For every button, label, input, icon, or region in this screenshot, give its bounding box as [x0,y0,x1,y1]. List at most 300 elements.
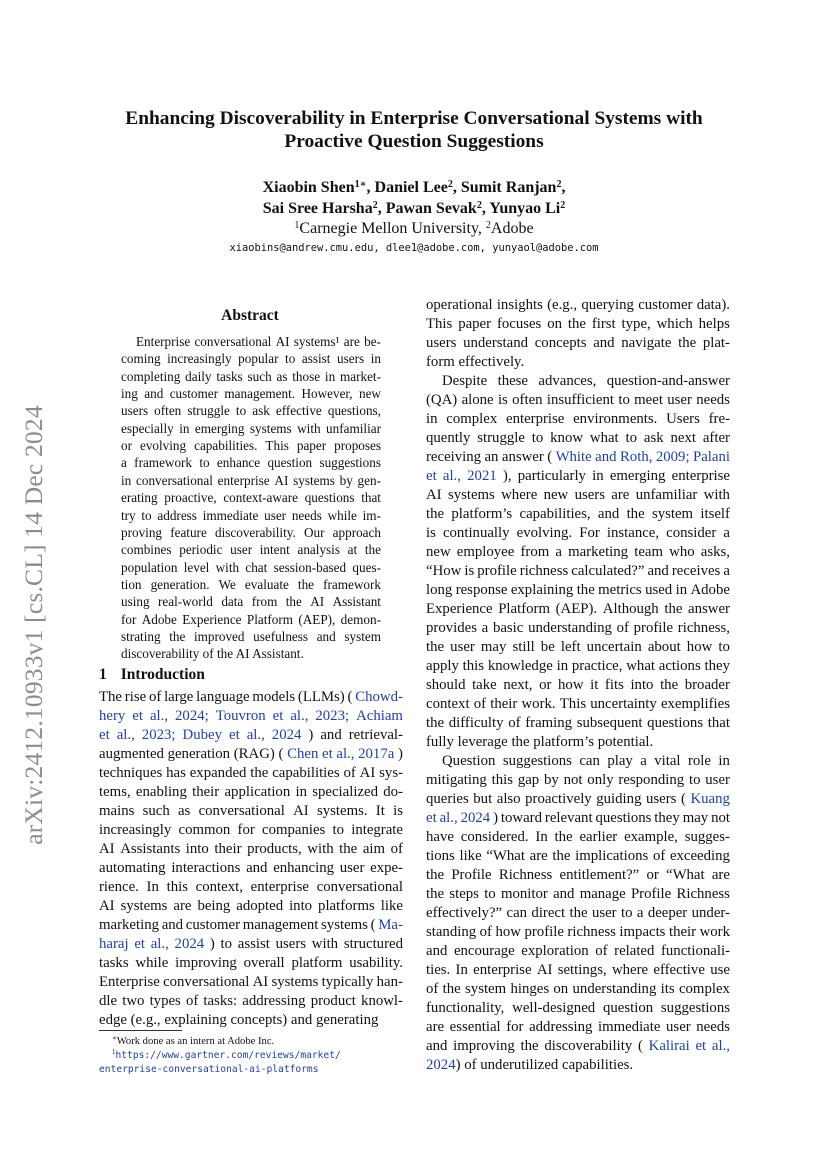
word: uncertainty [590,696,657,712]
abstract-line [121,489,381,507]
word: suggestions [502,753,572,769]
word: Assistants [120,841,181,857]
footnote-link[interactable]: https://www.gartner.com/reviews/market/ [115,1050,341,1061]
citation-link[interactable]: Kuang [690,791,730,807]
word: the [569,905,588,921]
word: their [192,784,220,800]
word: of [595,943,608,959]
word: the [442,981,461,997]
word: systems [120,898,168,914]
word: Despite [442,373,488,389]
word: proposes [334,438,381,454]
word: This [559,696,587,712]
word: left [560,639,581,655]
word: sugges- [684,829,730,845]
word: fits [604,677,624,693]
citation-link[interactable]: 2024 [426,1057,456,1073]
word: discoverability. [214,524,296,540]
footnote-gartner-url-continued[interactable] [99,1063,319,1077]
word: to [235,403,247,419]
word: Question [442,753,496,769]
text-line [426,809,730,828]
word: Profile [451,867,492,883]
word: capabilities. [194,438,258,454]
word: context-aware [223,490,299,506]
word: uncertain [586,639,642,655]
arxiv-identifier: arXiv:2412.10933v1 [cs.CL] 14 Dec 2024 [19,405,49,845]
author-block [100,178,728,240]
word: We [218,576,236,592]
word: ) [308,727,314,743]
word: Enterprise [136,334,191,349]
word: on [547,316,562,332]
citation-link[interactable]: and [595,449,617,465]
word: exceeding [669,848,730,864]
word: enhancing [273,860,334,876]
word: helps [698,316,730,332]
word: Profile [630,886,672,902]
word: is [464,563,475,579]
citation-link[interactable]: White [555,449,592,465]
word: combines [121,542,172,558]
word: is [497,392,508,408]
word: understand [463,335,529,351]
word: management. [224,386,296,402]
word: periodic [179,542,223,558]
citation-link[interactable]: et [229,727,240,743]
citation-link[interactable]: 2023; [315,708,350,724]
text-line [426,296,730,315]
word: emerging [609,468,666,484]
word: may [682,810,709,826]
word: enabling [135,784,187,800]
word: a [555,544,562,560]
word: system [465,981,507,997]
author-affiliation-mark: 2 [476,199,482,211]
word: the [426,639,445,655]
author-line-2: Sai Sree Harsha$^2$, Pawan Sevak$^2$, Yunyao Li$^2$ [262,199,566,217]
citation-link[interactable]: hery [99,708,126,724]
word: apply [426,658,459,674]
word: of [479,924,492,940]
word: play [607,753,633,769]
word: types [149,993,181,1009]
word: they [654,810,680,826]
word: level [183,559,210,575]
text-line [426,714,730,733]
abstract-line [121,559,381,577]
citation-link[interactable]: Roth, [619,449,653,465]
citation-link[interactable]: 2024; [175,708,209,724]
author-affiliation-mark: 2 [556,179,562,190]
word: itself [700,506,730,522]
abstract-line [121,593,381,611]
citation-link[interactable]: 2024 [174,936,205,952]
word: to [625,430,638,446]
citation-link[interactable]: et [426,810,437,826]
word: needs [291,507,322,523]
word: and [647,563,669,579]
word: where [611,962,649,978]
section-number: 1 [99,666,107,683]
word: assist [301,351,331,367]
word: needs [696,1019,730,1035]
text-line [99,935,403,954]
text-line [426,1056,730,1075]
word: effective [653,962,705,978]
word: the [426,506,445,522]
word: Although [602,601,659,617]
word: related [614,943,655,959]
word: retrieval- [348,727,403,743]
word: the [567,316,586,332]
citation-link[interactable]: al., [336,746,355,762]
citation-link[interactable]: et [272,708,284,724]
text-line [426,904,730,923]
citation-link[interactable]: al., [442,468,461,484]
word: increasingly [167,351,232,367]
word: effectively?” [426,905,503,921]
word: systems [249,420,292,436]
word: In [455,962,468,978]
word: for [121,611,137,627]
word: new [426,544,451,560]
word: of [652,848,666,864]
word: explaining [510,582,574,598]
word: suggestions [319,455,381,471]
word: alone [461,392,494,408]
word: in [179,420,190,436]
word: customer [185,917,241,933]
word: asks, [700,544,730,560]
word: of [390,841,403,857]
word: ( [347,689,353,705]
word: questions [595,810,652,826]
word: AI [426,487,442,503]
word: systems [293,472,335,488]
citation-link[interactable]: 2021 [467,468,497,484]
word: users [646,791,677,807]
text-line [426,448,730,467]
word: context, [195,879,243,895]
word: Platform [246,611,294,627]
word: ( [547,449,553,465]
word: Adobe [141,611,177,627]
citation-link[interactable]: et [132,708,143,724]
word: and [316,628,336,644]
citation-link[interactable]: et [99,727,110,743]
citation-link[interactable]: haraj [99,936,129,952]
word: a [640,753,647,769]
citation-link[interactable]: Touvron [215,708,266,724]
word: essential [449,1019,501,1035]
word: to [620,905,633,921]
word: struggle [187,403,230,419]
author-affiliation-mark: 2 [560,199,566,211]
word: ask [252,403,270,419]
word: The [99,689,123,705]
text-line [99,897,403,916]
text-line [426,619,730,638]
affiliations: $^1$Carnegie Mellon University, $^2$Adobe [294,220,534,237]
word: proving [121,524,163,540]
citation-link[interactable]: Chowd- [355,689,403,705]
word: how [558,677,584,693]
word: erating [121,490,158,506]
text-line [426,600,730,619]
word: using [121,594,150,610]
word: daily [185,368,212,384]
citation-link[interactable]: Chen [287,746,319,762]
word: this [166,879,188,895]
word: next [670,430,696,446]
word: from [251,594,278,610]
text-line [426,410,730,429]
word: immediate [597,1019,661,1035]
word: earlier [579,829,618,845]
word: platform [291,955,343,971]
word: question-and-answer [606,373,730,389]
text-line [99,878,403,897]
word: a [121,455,127,471]
word: conversational [316,879,403,895]
word: to [531,430,544,446]
citation-link[interactable]: al., [149,708,169,724]
word: user [339,860,365,876]
citation-link[interactable]: 2017a [358,746,395,762]
text-line [99,859,403,878]
citation-link[interactable]: al., [711,1038,730,1054]
word: calculated?” [571,563,645,579]
author-emails: xiaobins@andrew.cmu.edu, dlee1@adobe.com, yunyaol@adobe.com [229,242,599,254]
word: the [576,582,595,598]
word: are [611,487,630,503]
word: the [664,601,683,617]
word: only [587,772,614,788]
word: subsequent [576,715,643,731]
word: querying [581,297,634,313]
citation-link[interactable]: Ma- [378,917,403,933]
word: are [343,334,360,349]
word: where [501,487,538,503]
citation-link[interactable]: Kalirai [648,1038,690,1054]
text-line [426,429,730,448]
citation-link[interactable]: et [695,1038,707,1054]
word: functionality, [426,1000,505,1016]
word: should [426,677,466,693]
citation-link[interactable]: Achiam [356,708,403,724]
word: new [358,386,381,402]
word: work [699,924,730,940]
word: such [142,803,170,819]
word: in [370,351,381,367]
word: rience. [99,879,139,895]
word: evolving [139,438,187,454]
word: may [480,639,507,655]
author-name: Xiaobin Shen [262,179,355,196]
word: while [135,955,169,971]
word: (e.g., [547,297,578,313]
word: they [704,658,730,674]
word: and [426,1038,448,1054]
word: tasks: [203,993,238,1009]
word: Richness [498,867,553,883]
word: sys- [379,765,403,781]
text-line [426,885,730,904]
text-line [426,847,730,866]
text-line [426,524,730,543]
word: (RAG) [233,746,275,762]
word: tion [121,576,142,592]
word: user [450,639,475,655]
word: by [339,472,353,488]
word: proactive, [164,490,217,506]
text-line [426,942,730,961]
word: considered. [460,829,529,845]
word: fre- [708,411,730,427]
word: to [718,639,730,655]
word: an [484,449,499,465]
word: Richness [676,886,730,902]
word: Assistant [332,594,381,610]
word: completing [121,368,181,384]
citation-link[interactable]: et [426,468,437,484]
word: example, [624,829,678,845]
abstract-line: discoverability of the AI Assistant. [121,646,304,662]
citation-link[interactable]: al., [116,727,135,743]
word: Experience [426,601,493,617]
word: basic [492,620,524,636]
word: have [426,829,454,845]
word: ) [209,936,215,952]
word: models [252,689,296,705]
word: can [579,753,600,769]
word: the [520,1038,539,1054]
word: in [718,753,730,769]
text-line [442,372,730,391]
word: specialized [312,784,378,800]
word: exploration [521,943,589,959]
word: gen- [357,472,381,488]
citation-link[interactable]: 2023; [141,727,176,743]
word: direct [531,905,566,921]
word: systems. [316,803,368,819]
word: application [224,784,291,800]
word: under- [691,905,730,921]
citation-link[interactable]: al., [290,708,309,724]
author-line-1: Xiaobin Shen$^{1∗}$, Daniel Lee$^2$, Sumit Ranjan$^2$, [262,179,566,196]
citation-link[interactable]: 2009; [655,449,690,465]
text-line [99,688,403,707]
footnote-link[interactable]: enterprise-conversational-ai-platforms [99,1064,319,1075]
word: Platform [498,601,550,617]
word: It [375,803,385,819]
word: tasks [99,955,129,971]
word: immediate [202,507,259,523]
word: in [324,368,336,384]
word: after [702,430,730,446]
text-line [99,1011,403,1030]
citation-link[interactable]: 2024 [271,727,302,743]
citation-link[interactable]: al., [150,936,169,952]
text-line [426,923,730,942]
text-line [99,707,403,726]
word: with [311,936,339,952]
word: the [169,628,186,644]
word: Adobe [690,582,730,598]
word: not [563,772,583,788]
word: with [215,559,240,575]
word: answer [501,449,544,465]
citation-link[interactable]: Palani [692,449,730,465]
text-line [426,353,730,372]
word: as [177,803,191,819]
word: operational [426,297,493,313]
word: address [157,507,197,523]
footnote-gartner-url[interactable]: $^1$https://www.gartner.com/reviews/market/ [112,1048,341,1061]
text-line [426,391,730,410]
citation-link[interactable]: Dubey [182,727,222,743]
abstract-heading: Abstract [221,307,279,324]
word: on [553,981,569,997]
word: how [686,639,713,655]
word: framework [134,455,193,471]
text-line [99,802,403,821]
word: quently [426,430,471,446]
word: are [173,898,192,914]
word: products, [247,841,302,857]
text-run: fully leverage the platform’s potential. [426,734,654,750]
word: framing [525,715,573,731]
citation-link[interactable]: al., [246,727,265,743]
word: and [144,386,164,402]
word: steps [449,886,479,902]
word: rise [124,689,147,705]
word: but [473,791,493,807]
word: from [520,544,550,560]
abstract-line [121,368,381,386]
word: enterprise [217,472,270,488]
citation-link[interactable]: al., [439,810,458,826]
word: two [122,993,145,1009]
word: improving [453,1038,515,1054]
word: to [688,772,701,788]
word: response [455,582,508,598]
word: AI [99,841,115,857]
word: not [711,810,730,826]
word: intent [259,542,290,558]
word: consider [666,525,717,541]
word: conversational [198,803,285,819]
citation-link[interactable]: et [322,746,333,762]
word: in [121,472,132,488]
word: insights [496,297,543,313]
word: encourage [453,943,515,959]
word: the [426,715,445,731]
word: first [591,316,616,332]
word: usability. [349,955,403,971]
citation-link[interactable]: et [134,936,145,952]
text-run: edge (e.g., explaining concepts) and generating [99,1012,379,1028]
word: their [214,841,242,857]
word: advances, [538,373,597,389]
word: of [185,993,199,1009]
word: AI [359,765,376,781]
citation-link[interactable]: 2024 [460,810,491,826]
abstract-line [121,576,381,594]
word: impacts [619,924,666,940]
word: such [247,368,272,384]
